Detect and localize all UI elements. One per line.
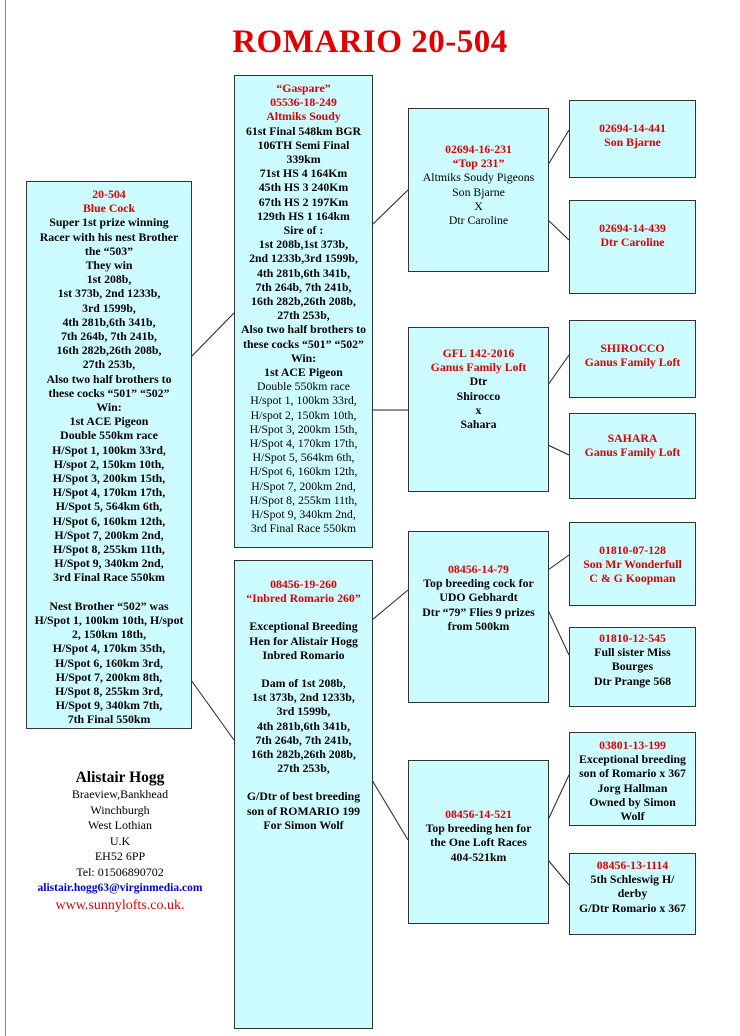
great-grandparent-box-8 bbox=[569, 853, 696, 935]
email-link[interactable]: alistair.hogg63@virginmedia.com bbox=[37, 881, 203, 894]
pedigree-text-line: from 500km bbox=[447, 618, 510, 633]
great-grandparent-box-1 bbox=[569, 100, 696, 178]
pedigree-text-line: Sahara bbox=[460, 417, 497, 432]
dam-dam-box bbox=[408, 760, 549, 924]
pedigree-text-line: 61st Final 548km BGR bbox=[245, 123, 362, 138]
pedigree-text-line: Son Bjarne bbox=[452, 184, 505, 199]
pedigree-text-line: 4th 281b,6th 341b, bbox=[256, 265, 351, 280]
pedigree-text-line: H/Spot 9, 340km 2nd, bbox=[54, 556, 164, 571]
pigeon-heading-line: Ganus Family Loft bbox=[584, 355, 681, 370]
pigeon-heading-line: SHIROCCO bbox=[600, 341, 665, 355]
pedigree-text-line: the “503” bbox=[84, 243, 134, 258]
address-line-1: Braeview,Bankhead bbox=[71, 787, 169, 801]
pedigree-text-line: 16th 282b,26th 208b, bbox=[251, 294, 356, 309]
pedigree-text-line: H/Spot 4, 170km 17th, bbox=[249, 436, 358, 451]
pedigree-text-line: 7th 264b, 7th 241b, bbox=[255, 279, 352, 294]
pedigree-text-line: derby bbox=[617, 886, 648, 901]
pedigree-text-line: Double 550km race bbox=[60, 428, 158, 443]
great-grandparent-box-6 bbox=[569, 627, 696, 707]
pedigree-text-line: 3rd Final Race 550km bbox=[53, 570, 165, 585]
pigeon-heading-line: Altmiks Soudy bbox=[266, 109, 341, 124]
great-grandparent-box-4 bbox=[569, 413, 696, 499]
pigeon-heading-line: 02694-14-439 bbox=[599, 221, 666, 235]
pedigree-text-line: H/Spot 1, 100km 33rd, bbox=[52, 442, 166, 457]
great-grandparent-box-5 bbox=[569, 522, 696, 606]
pedigree-text-line: 1st ACE Pigeon bbox=[69, 414, 149, 429]
pedigree-text-line: 3rd Final Race 550km bbox=[250, 521, 357, 536]
pedigree-text-line: H/spot 1, 100km 33rd, bbox=[250, 393, 357, 408]
pedigree-text-line: Dtr “79” Flies 9 prizes bbox=[422, 604, 535, 619]
page-title: ROMARIO 20-504 bbox=[232, 24, 508, 60]
pigeon-heading-line: 02694-14-441 bbox=[599, 121, 666, 135]
pedigree-text-line: 16th 282b,26th 208b, bbox=[251, 747, 356, 762]
pedigree-text-line: 339km bbox=[286, 152, 321, 167]
pigeon-heading-line: Son Mr Wonderfull bbox=[583, 557, 682, 572]
pedigree-text-line: H/Spot 8, 255km 11th, bbox=[53, 542, 165, 557]
pedigree-text-line: 2, 150km 18th, bbox=[71, 627, 147, 642]
pedigree-text-line: son of Romario x 367 bbox=[579, 766, 686, 781]
pigeon-heading-line: 01810-07-128 bbox=[599, 543, 666, 557]
pigeon-heading-line: Blue Cock bbox=[82, 201, 136, 216]
pigeon-heading-line: Dtr Caroline bbox=[600, 235, 665, 250]
pedigree-text-line: son of ROMARIO 199 bbox=[246, 803, 361, 818]
address-line-2: Winchburgh bbox=[90, 802, 150, 817]
sire-sire-box bbox=[408, 108, 549, 272]
pedigree-text-line: H/Spot 4, 170km 35th, bbox=[52, 641, 166, 656]
pedigree-text-line: H/Spot 1, 100km 10th, H/spot bbox=[34, 612, 184, 627]
pedigree-text-line: 7th 264b, 7th 241b, bbox=[60, 329, 158, 344]
pedigree-text-line: these cocks “501” “502” bbox=[243, 336, 364, 351]
pedigree-text-line: 5th Schleswig H/ bbox=[590, 872, 675, 887]
pedigree-text-line: Super 1st prize winning bbox=[49, 215, 169, 230]
pedigree-text-line: H/Spot 4, 170km 17th, bbox=[52, 485, 166, 500]
pedigree-text-line: Shirocco bbox=[456, 388, 501, 403]
pedigree-text-line: 1st ACE Pigeon bbox=[264, 365, 343, 380]
pedigree-text-line: H/Spot 6, 160km 12th, bbox=[249, 464, 358, 479]
pigeon-heading-line: 01810-12-545 bbox=[599, 631, 666, 645]
pedigree-text-line: Owned by Simon bbox=[589, 794, 676, 809]
pedigree-text-line: Top breeding hen for bbox=[425, 821, 532, 836]
pedigree-text-line: Win: bbox=[290, 350, 317, 365]
pedigree-text-line: 2nd 1233b,3rd 1599b, bbox=[249, 251, 358, 266]
pedigree-text-line: Double 550km race bbox=[256, 379, 351, 394]
pigeon-heading-line: 20-504 bbox=[92, 187, 126, 201]
pedigree-text-line: 16th 282b,26th 208b, bbox=[56, 343, 162, 358]
pedigree-text-line: For Simon Wolf bbox=[263, 817, 344, 832]
great-grandparent-box-2 bbox=[569, 200, 696, 294]
pedigree-text-line: Win: bbox=[96, 400, 122, 415]
pedigree-text-line: 106TH Semi Final bbox=[257, 137, 350, 152]
pigeon-heading-line: GFL 142-2016 bbox=[442, 346, 515, 360]
pedigree-text-line: these cocks “501” “502” bbox=[48, 385, 170, 400]
breeder-contact bbox=[28, 768, 212, 916]
pedigree-text-line: H/Spot 7, 200km 2nd, bbox=[251, 478, 356, 493]
pedigree-text-line: 67th HS 2 197Km bbox=[258, 194, 349, 209]
pedigree-text-line: x bbox=[475, 402, 482, 417]
pedigree-text-line: Sire of : bbox=[283, 223, 324, 238]
pedigree-text-line: They win bbox=[85, 258, 133, 273]
pedigree-text-line: G/Dtr of best breeding bbox=[246, 789, 361, 804]
pedigree-text-line: H/Spot 5, 564km 6th, bbox=[252, 450, 355, 465]
pedigree-text-line: H/Spot 9, 340km 7th, bbox=[55, 698, 163, 713]
pedigree-text-line: the One Loft Races bbox=[430, 835, 527, 850]
pedigree-text-line: 404-521km bbox=[450, 849, 507, 864]
great-grandparent-box-3 bbox=[569, 320, 696, 398]
pigeon-heading-line: “Top 231” bbox=[452, 156, 505, 171]
pedigree-text-line: Inbred Romario bbox=[262, 647, 345, 662]
pedigree-text-line: H/Spot 5, 564km 6th, bbox=[55, 499, 163, 514]
pigeon-heading-line: C & G Koopman bbox=[589, 571, 676, 586]
pigeon-heading-line: 08456-13-1114 bbox=[596, 858, 669, 872]
pedigree-text-line: Also two half brothers to bbox=[241, 322, 366, 337]
pigeon-heading-line: 08456-19-260 bbox=[270, 577, 337, 591]
pedigree-text-line: 3rd 1599b, bbox=[82, 300, 136, 315]
pedigree-text-line: 1st 208b, bbox=[86, 272, 132, 287]
pedigree-text-line: H/Spot 3, 200km 15th, bbox=[249, 421, 358, 436]
address-country: U.K bbox=[109, 833, 131, 848]
pigeon-heading-line: 08456-14-521 bbox=[445, 807, 512, 821]
pedigree-text-line: 71st HS 4 164Km bbox=[259, 166, 348, 181]
pedigree-text-line: Jorg Hallman bbox=[597, 780, 668, 795]
pedigree-text-line: 3rd 1599b, bbox=[276, 704, 331, 719]
pedigree-text-line: H/spot 2, 150km 10th, bbox=[250, 407, 357, 422]
pedigree-text-line: UDO Gebhardt bbox=[439, 590, 518, 605]
pedigree-text-line: 7th 264b, 7th 241b, bbox=[255, 732, 352, 747]
pedigree-text-line: H/Spot 8, 255km 3rd, bbox=[55, 683, 163, 698]
address-postcode: EH52 6PP bbox=[94, 849, 146, 864]
subject-pigeon-box bbox=[26, 181, 192, 729]
pedigree-text-line: H/Spot 3, 200km 15th, bbox=[52, 471, 166, 486]
pedigree-text-line: 129th HS 1 164km bbox=[257, 208, 350, 223]
spacer bbox=[30, 585, 188, 599]
dam-sire-box bbox=[408, 531, 549, 703]
pedigree-text-line: H/Spot 6, 160km 12th, bbox=[52, 513, 166, 528]
pedigree-text-line: 45th HS 3 240Km bbox=[258, 180, 349, 195]
pedigree-text-line: 27th 253b, bbox=[277, 761, 330, 776]
pigeon-heading-line: 05536-18-249 bbox=[270, 95, 337, 110]
pedigree-text-line: Dam of 1st 208b, bbox=[261, 676, 346, 691]
pigeon-heading-line: 02694-16-231 bbox=[445, 142, 512, 156]
pedigree-text-line: Nest Brother “502” was bbox=[49, 598, 169, 613]
pigeon-heading-line: “Inbred Romario 260” bbox=[246, 591, 361, 606]
dam-box bbox=[234, 560, 373, 1029]
pedigree-text-line: H/Spot 6, 160km 3rd, bbox=[55, 655, 163, 670]
pigeon-heading-line: 08456-14-79 bbox=[448, 562, 509, 576]
pedigree-text-line: Dtr Caroline bbox=[448, 213, 509, 228]
pedigree-text-line: 7th Final 550km bbox=[67, 712, 151, 727]
pedigree-text-line: 4th 281b,6th 341b, bbox=[256, 718, 351, 733]
pedigree-text-line: Racer with his nest Brother bbox=[39, 229, 179, 244]
pedigree-text-line: G/Dtr Romario x 367 bbox=[579, 900, 686, 915]
sire-dam-box bbox=[408, 327, 549, 492]
pedigree-text-line: H/Spot 7, 200km 8th, bbox=[55, 669, 163, 684]
pigeon-heading-line: 03801-13-199 bbox=[599, 738, 666, 752]
pedigree-text-line: Bourges bbox=[611, 659, 654, 674]
pedigree-text-line: 1st 208b,1st 373b, bbox=[258, 237, 349, 252]
pedigree-text-line: 27th 253b, bbox=[82, 357, 136, 372]
telephone: Tel: 01506890702 bbox=[76, 864, 164, 879]
pedigree-text-line: H/Spot 7, 200km 2nd, bbox=[54, 527, 164, 542]
pedigree-text-line: Wolf bbox=[620, 809, 645, 824]
pedigree-text-line: Hen for Alistair Hogg bbox=[249, 633, 358, 648]
pedigree-text-line: Full sister Miss bbox=[594, 645, 671, 660]
pigeon-heading-line: Son Bjarne bbox=[604, 135, 661, 150]
pigeon-heading-line: Ganus Family Loft bbox=[584, 445, 681, 460]
pedigree-text-line: H/Spot 9, 340km 2nd, bbox=[251, 507, 356, 522]
spacer bbox=[238, 775, 369, 789]
pedigree-text-line: 1st 373b, 2nd 1233b, bbox=[252, 690, 355, 705]
pedigree-text-line: H/spot 2, 150km 10th, bbox=[53, 456, 165, 471]
sire-box bbox=[234, 75, 373, 548]
pedigree-text-line: 27th 253b, bbox=[277, 308, 330, 323]
breeder-name: Alistair Hogg bbox=[75, 769, 165, 786]
pigeon-heading-line: Ganus Family Loft bbox=[430, 360, 527, 375]
spacer bbox=[238, 662, 369, 676]
pedigree-text-line: 4th 281b,6th 341b, bbox=[62, 314, 156, 329]
pedigree-text-line: Top breeding cock for bbox=[423, 576, 534, 591]
pedigree-text-line: H/Spot 8, 255km 11th, bbox=[249, 492, 358, 507]
address-line-3: West Lothian bbox=[87, 818, 153, 833]
spacer bbox=[238, 605, 369, 619]
pedigree-text-line: X bbox=[474, 198, 483, 213]
pigeon-heading-line: SAHARA bbox=[607, 431, 658, 445]
pedigree-text-line: Exceptional Breeding bbox=[249, 619, 358, 634]
pedigree-text-line: Exceptional breeding bbox=[579, 752, 686, 767]
pedigree-text-line: Also two half brothers to bbox=[46, 371, 172, 386]
great-grandparent-box-7 bbox=[569, 732, 696, 826]
pigeon-heading-line: “Gaspare” bbox=[276, 81, 331, 95]
pedigree-text-line: Dtr bbox=[469, 374, 488, 389]
website-link[interactable]: www.sunnylofts.co.uk. bbox=[55, 898, 185, 914]
pedigree-text-line: 1st 373b, 2nd 1233b, bbox=[57, 286, 161, 301]
pedigree-text-line: Altmiks Soudy Pigeons bbox=[422, 170, 535, 185]
pedigree-text-line: Dtr Prange 568 bbox=[593, 673, 672, 688]
